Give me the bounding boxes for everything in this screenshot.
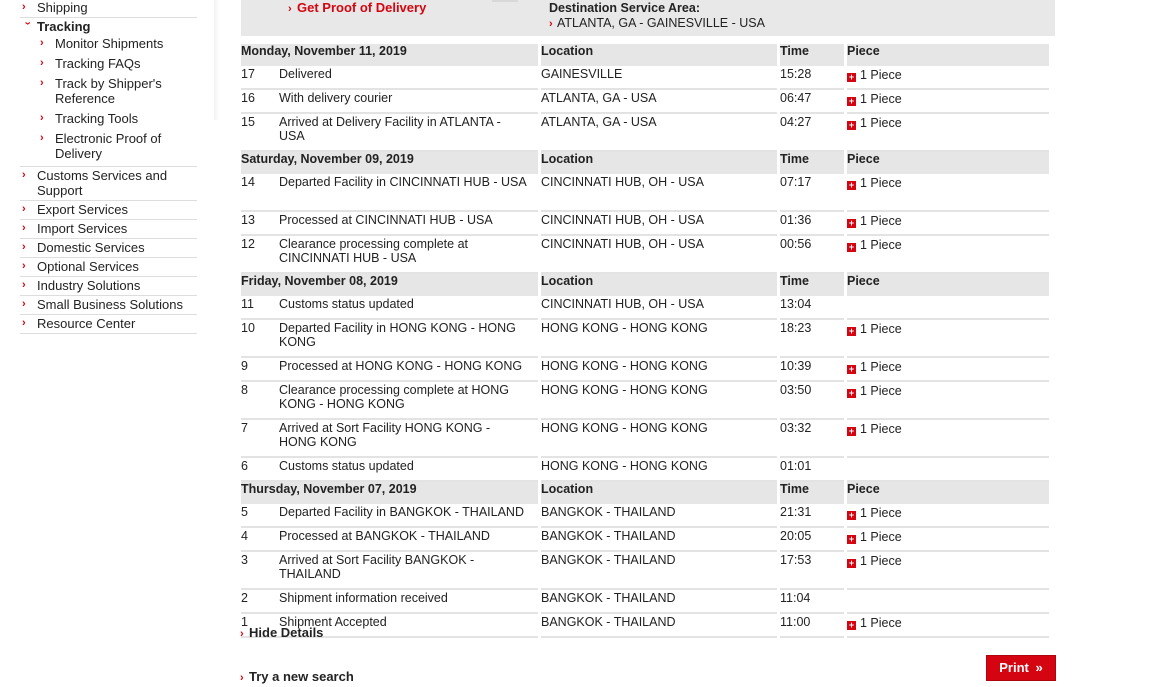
time-cell bbox=[780, 212, 844, 236]
day-date: Thursday, November 07, 2019 bbox=[241, 482, 417, 496]
destination-service-area-value bbox=[549, 16, 765, 30]
event-time: 03:32 bbox=[780, 421, 812, 435]
event-number: 9 bbox=[241, 359, 248, 373]
event-description: Delivered bbox=[279, 67, 332, 81]
chevron-right-icon: › bbox=[240, 628, 244, 640]
piece-cell bbox=[847, 114, 1049, 152]
time-cell bbox=[780, 504, 844, 528]
event-number: 14 bbox=[241, 175, 255, 189]
sidebar-item[interactable] bbox=[20, 0, 197, 18]
plus-box-icon: + bbox=[848, 242, 855, 252]
sidebar-item-label: Optional Services bbox=[37, 259, 139, 274]
piece-label: 1 Piece bbox=[860, 554, 902, 568]
event-number: 15 bbox=[241, 115, 255, 129]
event-location: HONG KONG - HONG KONG bbox=[541, 383, 708, 397]
plus-box-icon: + bbox=[848, 510, 855, 520]
time-cell bbox=[780, 614, 844, 638]
piece-label: 1 Piece bbox=[860, 322, 902, 336]
event-time: 21:31 bbox=[780, 505, 812, 519]
plus-box-icon: + bbox=[848, 96, 855, 106]
table-row bbox=[241, 458, 1049, 482]
event-description: Departed Facility in CINCINNATI HUB - USA bbox=[279, 175, 527, 189]
event-time: 00:56 bbox=[780, 237, 812, 251]
table-row bbox=[241, 66, 1049, 90]
plus-box-icon: + bbox=[848, 620, 855, 630]
sidebar-item[interactable] bbox=[20, 201, 197, 220]
location-header-label: Location bbox=[541, 44, 594, 58]
chevron-right-icon: › bbox=[288, 3, 292, 15]
time-cell bbox=[780, 458, 844, 482]
chevron-right-icon: › bbox=[22, 203, 26, 215]
piece-label: 1 Piece bbox=[860, 176, 902, 190]
event-cell bbox=[241, 382, 538, 420]
piece-cell bbox=[847, 236, 1049, 274]
event-time: 15:28 bbox=[780, 67, 812, 81]
location-header bbox=[541, 274, 777, 296]
event-location: BANGKOK - THAILAND bbox=[541, 529, 676, 543]
event-cell bbox=[241, 66, 538, 90]
table-row bbox=[241, 236, 1049, 274]
time-cell bbox=[780, 66, 844, 90]
piece-link[interactable] bbox=[847, 114, 902, 130]
chevron-right-icon: › bbox=[22, 260, 26, 272]
event-cell bbox=[241, 212, 538, 236]
destination-service-area-title: Destination Service Area: bbox=[549, 1, 700, 15]
event-location: BANGKOK - THAILAND bbox=[541, 505, 676, 519]
event-cell bbox=[241, 420, 538, 458]
sidebar-divider bbox=[214, 0, 220, 120]
event-number: 7 bbox=[241, 421, 248, 435]
piece-cell bbox=[847, 320, 1049, 358]
location-cell bbox=[541, 296, 777, 320]
location-cell bbox=[541, 212, 777, 236]
table-row bbox=[241, 528, 1049, 552]
piece-cell bbox=[847, 528, 1049, 552]
event-description: Departed Facility in HONG KONG - HONG KONG bbox=[279, 321, 516, 349]
sidebar-item[interactable] bbox=[20, 220, 197, 239]
piece-label: 1 Piece bbox=[860, 214, 902, 228]
sidebar-item-label: Domestic Services bbox=[37, 240, 145, 255]
banner-button-edge bbox=[492, 0, 518, 2]
location-cell bbox=[541, 590, 777, 614]
chevron-right-icon: › bbox=[240, 672, 244, 684]
table-row bbox=[241, 90, 1049, 114]
table-row bbox=[241, 504, 1049, 528]
sidebar-subitem-label: Tracking FAQs bbox=[55, 56, 141, 71]
time-cell bbox=[780, 296, 844, 320]
event-description: Shipment Accepted bbox=[279, 615, 387, 629]
piece-link[interactable] bbox=[847, 358, 902, 374]
sidebar-nav bbox=[20, 0, 197, 334]
piece-label: 1 Piece bbox=[860, 92, 902, 106]
plus-box-icon: + bbox=[848, 558, 855, 568]
event-location: HONG KONG - HONG KONG bbox=[541, 421, 708, 435]
piece-link[interactable] bbox=[847, 212, 902, 228]
piece-cell bbox=[847, 90, 1049, 114]
event-number: 12 bbox=[241, 237, 255, 251]
event-time: 11:04 bbox=[780, 591, 811, 605]
event-cell bbox=[241, 590, 538, 614]
chevron-down-icon: › bbox=[21, 21, 34, 26]
time-header bbox=[780, 44, 844, 66]
day-date-cell bbox=[241, 274, 538, 296]
day-header-row bbox=[241, 274, 1049, 296]
piece-cell bbox=[847, 504, 1049, 528]
piece-cell bbox=[847, 458, 1049, 482]
piece-cell bbox=[847, 212, 1049, 236]
time-cell bbox=[780, 236, 844, 274]
time-header bbox=[780, 152, 844, 174]
try-new-search-link[interactable] bbox=[240, 669, 354, 684]
event-cell bbox=[241, 528, 538, 552]
piece-link[interactable] bbox=[847, 90, 902, 106]
table-row bbox=[241, 382, 1049, 420]
event-number: 5 bbox=[241, 505, 248, 519]
event-cell bbox=[241, 296, 538, 320]
event-number: 2 bbox=[241, 591, 248, 605]
location-header-label: Location bbox=[541, 274, 594, 288]
piece-link[interactable] bbox=[847, 174, 902, 190]
table-row bbox=[241, 174, 1049, 212]
plus-box-icon: + bbox=[848, 326, 855, 336]
location-cell bbox=[541, 114, 777, 152]
piece-cell bbox=[847, 614, 1049, 638]
event-cell bbox=[241, 114, 538, 152]
event-description: Arrived at Sort Facility HONG KONG - HONG KONG bbox=[279, 421, 491, 449]
event-time: 17:53 bbox=[780, 553, 812, 567]
chevron-right-icon: › bbox=[40, 37, 44, 49]
chevron-right-icon: › bbox=[22, 222, 26, 234]
chevron-right-icon: › bbox=[22, 169, 26, 181]
chevron-right-icon: › bbox=[40, 132, 44, 144]
time-cell bbox=[780, 552, 844, 590]
chevron-right-icon: › bbox=[22, 241, 26, 253]
event-location: HONG KONG - HONG KONG bbox=[541, 321, 708, 335]
event-time: 07:17 bbox=[780, 175, 812, 189]
event-location: BANGKOK - THAILAND bbox=[541, 591, 676, 605]
print-label: Print bbox=[999, 660, 1029, 675]
event-location: CINCINNATI HUB, OH - USA bbox=[541, 237, 704, 251]
time-cell bbox=[780, 420, 844, 458]
sidebar-item-label: Shipping bbox=[37, 0, 88, 15]
piece-header bbox=[847, 152, 1049, 174]
day-date-cell bbox=[241, 152, 538, 174]
try-new-search-label: Try a new search bbox=[249, 669, 354, 684]
sidebar-subitem[interactable] bbox=[20, 109, 197, 129]
time-cell bbox=[780, 90, 844, 114]
plus-box-icon: + bbox=[848, 388, 855, 398]
event-location: GAINESVILLE bbox=[541, 67, 623, 81]
location-cell bbox=[541, 320, 777, 358]
time-header-label: Time bbox=[780, 44, 809, 58]
piece-link[interactable] bbox=[847, 66, 902, 82]
sidebar-item[interactable] bbox=[20, 315, 197, 334]
time-header-label: Time bbox=[780, 274, 809, 288]
piece-label: 1 Piece bbox=[860, 360, 902, 374]
piece-header bbox=[847, 482, 1049, 504]
event-description: Clearance processing complete at CINCINNATI HUB - USA bbox=[279, 237, 468, 265]
sidebar-item[interactable] bbox=[20, 277, 197, 296]
plus-box-icon: + bbox=[848, 426, 855, 436]
sidebar-item[interactable] bbox=[20, 167, 197, 201]
event-time: 01:36 bbox=[780, 213, 812, 227]
location-cell bbox=[541, 504, 777, 528]
print-button[interactable] bbox=[986, 655, 1056, 681]
event-description: Processed at CINCINNATI HUB - USA bbox=[279, 213, 493, 227]
hide-details-label: Hide Details bbox=[249, 625, 324, 640]
time-cell bbox=[780, 528, 844, 552]
plus-box-icon: + bbox=[848, 218, 855, 228]
event-description: Departed Facility in BANGKOK - THAILAND bbox=[279, 505, 524, 519]
event-number: 1 bbox=[241, 615, 248, 629]
sidebar-item[interactable] bbox=[20, 239, 197, 258]
plus-box-icon: + bbox=[848, 364, 855, 374]
location-cell bbox=[541, 236, 777, 274]
piece-link[interactable] bbox=[847, 504, 902, 520]
sidebar-subitem[interactable] bbox=[20, 129, 197, 164]
event-cell bbox=[241, 358, 538, 382]
time-header bbox=[780, 274, 844, 296]
event-description: With delivery courier bbox=[279, 91, 393, 105]
sidebar-item-label: Import Services bbox=[37, 221, 128, 236]
day-date: Friday, November 08, 2019 bbox=[241, 274, 398, 288]
piece-link[interactable] bbox=[847, 552, 902, 568]
event-location: BANGKOK - THAILAND bbox=[541, 615, 676, 629]
event-time: 03:50 bbox=[780, 383, 812, 397]
event-number: 4 bbox=[241, 529, 248, 543]
event-description: Processed at HONG KONG - HONG KONG bbox=[279, 359, 523, 373]
plus-box-icon: + bbox=[848, 534, 855, 544]
time-cell bbox=[780, 358, 844, 382]
piece-link[interactable] bbox=[847, 236, 902, 252]
piece-label: 1 Piece bbox=[860, 506, 902, 520]
event-number: 3 bbox=[241, 553, 248, 567]
sidebar-item[interactable] bbox=[20, 296, 197, 315]
destination-value-text: ATLANTA, GA - GAINESVILLE - USA bbox=[557, 16, 765, 30]
event-cell bbox=[241, 320, 538, 358]
piece-cell bbox=[847, 552, 1049, 590]
time-header bbox=[780, 482, 844, 504]
table-row bbox=[241, 358, 1049, 382]
event-description: Processed at BANGKOK - THAILAND bbox=[279, 529, 490, 543]
sidebar-item-label: Industry Solutions bbox=[37, 278, 141, 293]
sidebar-item[interactable] bbox=[20, 258, 197, 277]
location-cell bbox=[541, 614, 777, 638]
piece-cell bbox=[847, 358, 1049, 382]
event-location: CINCINNATI HUB, OH - USA bbox=[541, 213, 704, 227]
location-cell bbox=[541, 528, 777, 552]
piece-link[interactable] bbox=[847, 420, 902, 436]
piece-header bbox=[847, 44, 1049, 66]
event-time: 13:04 bbox=[780, 297, 812, 311]
event-number: 10 bbox=[241, 321, 255, 335]
plus-box-icon: + bbox=[848, 72, 855, 82]
table-row bbox=[241, 552, 1049, 590]
piece-label: 1 Piece bbox=[860, 530, 902, 544]
event-cell bbox=[241, 90, 538, 114]
location-cell bbox=[541, 382, 777, 420]
chevron-right-icon: › bbox=[40, 112, 44, 124]
chevron-right-icon: › bbox=[22, 298, 26, 310]
day-header-row bbox=[241, 152, 1049, 174]
event-time: 10:39 bbox=[780, 359, 812, 373]
event-description: Customs status updated bbox=[279, 297, 414, 311]
time-cell bbox=[780, 174, 844, 212]
event-cell bbox=[241, 504, 538, 528]
piece-label: 1 Piece bbox=[860, 384, 902, 398]
piece-label: 1 Piece bbox=[860, 116, 902, 130]
piece-cell bbox=[847, 174, 1049, 212]
double-chevron-icon: » bbox=[1035, 660, 1043, 675]
location-header bbox=[541, 482, 777, 504]
time-header-label: Time bbox=[780, 482, 809, 496]
table-row bbox=[241, 114, 1049, 152]
event-cell bbox=[241, 236, 538, 274]
piece-header bbox=[847, 274, 1049, 296]
event-description: Clearance processing complete at HONG KONG - HONG KONG bbox=[279, 383, 509, 411]
piece-label: 1 Piece bbox=[860, 422, 902, 436]
time-cell bbox=[780, 320, 844, 358]
plus-box-icon: + bbox=[848, 180, 855, 190]
event-description: Customs status updated bbox=[279, 459, 414, 473]
chevron-right-icon: › bbox=[22, 317, 26, 329]
get-proof-of-delivery-link[interactable] bbox=[288, 0, 426, 15]
piece-cell bbox=[847, 296, 1049, 320]
piece-header-label: Piece bbox=[847, 44, 880, 58]
event-location: ATLANTA, GA - USA bbox=[541, 91, 657, 105]
event-location: HONG KONG - HONG KONG bbox=[541, 359, 708, 373]
location-header-label: Location bbox=[541, 152, 594, 166]
time-cell bbox=[780, 114, 844, 152]
location-header bbox=[541, 44, 777, 66]
day-date-cell bbox=[241, 482, 538, 504]
piece-link[interactable] bbox=[847, 614, 902, 630]
location-cell bbox=[541, 420, 777, 458]
event-location: HONG KONG - HONG KONG bbox=[541, 459, 708, 473]
event-description: Arrived at Sort Facility BANGKOK - THAILAND bbox=[279, 553, 475, 581]
event-number: 8 bbox=[241, 383, 248, 397]
piece-header-label: Piece bbox=[847, 482, 880, 496]
piece-cell bbox=[847, 66, 1049, 90]
event-time: 20:05 bbox=[780, 529, 812, 543]
sidebar-item-label: Export Services bbox=[37, 202, 129, 217]
day-header-row bbox=[241, 482, 1049, 504]
piece-label: 1 Piece bbox=[860, 238, 902, 252]
tracking-details-table bbox=[238, 44, 1052, 638]
sidebar-item-label: Tracking bbox=[37, 19, 91, 34]
piece-link[interactable] bbox=[847, 320, 902, 336]
location-header bbox=[541, 152, 777, 174]
location-cell bbox=[541, 174, 777, 212]
day-date: Saturday, November 09, 2019 bbox=[241, 152, 414, 166]
chevron-right-icon: › bbox=[40, 77, 44, 89]
location-cell bbox=[541, 90, 777, 114]
sidebar-subitem-label: Monitor Shipments bbox=[55, 36, 164, 51]
sidebar-item-label: Resource Center bbox=[37, 316, 136, 331]
event-number: 13 bbox=[241, 213, 255, 227]
chevron-right-icon: › bbox=[22, 279, 26, 291]
piece-label: 1 Piece bbox=[860, 68, 902, 82]
piece-label: 1 Piece bbox=[860, 616, 902, 630]
chevron-right-icon: › bbox=[40, 57, 44, 69]
piece-link[interactable] bbox=[847, 528, 902, 544]
event-description: Shipment information received bbox=[279, 591, 448, 605]
day-header-row bbox=[241, 44, 1049, 66]
event-number: 17 bbox=[241, 67, 255, 81]
event-time: 11:00 bbox=[780, 615, 811, 629]
chevron-right-icon: › bbox=[22, 1, 26, 13]
piece-cell bbox=[847, 590, 1049, 614]
event-cell bbox=[241, 458, 538, 482]
table-row bbox=[241, 296, 1049, 320]
event-location: CINCINNATI HUB, OH - USA bbox=[541, 175, 704, 189]
pod-link-label: Get Proof of Delivery bbox=[297, 0, 427, 15]
location-cell bbox=[541, 358, 777, 382]
event-time: 01:01 bbox=[780, 459, 812, 473]
event-number: 16 bbox=[241, 91, 255, 105]
location-cell bbox=[541, 66, 777, 90]
event-location: ATLANTA, GA - USA bbox=[541, 115, 657, 129]
event-location: BANGKOK - THAILAND bbox=[541, 553, 676, 567]
event-number: 6 bbox=[241, 459, 248, 473]
event-cell bbox=[241, 552, 538, 590]
location-cell bbox=[541, 458, 777, 482]
piece-header-label: Piece bbox=[847, 274, 880, 288]
sidebar-subitem[interactable] bbox=[20, 74, 197, 109]
sidebar-item-label: Customs Services and Support bbox=[37, 168, 168, 198]
chevron-right-icon: › bbox=[549, 18, 553, 30]
event-cell bbox=[241, 174, 538, 212]
sidebar-subitem[interactable] bbox=[20, 54, 197, 74]
plus-box-icon: + bbox=[848, 120, 855, 130]
day-date: Monday, November 11, 2019 bbox=[241, 44, 407, 58]
location-header-label: Location bbox=[541, 482, 594, 496]
piece-cell bbox=[847, 382, 1049, 420]
sidebar-item-label: Small Business Solutions bbox=[37, 297, 183, 312]
event-location: CINCINNATI HUB, OH - USA bbox=[541, 297, 704, 311]
sidebar-subitem-label: Tracking Tools bbox=[55, 111, 139, 126]
time-cell bbox=[780, 382, 844, 420]
event-time: 18:23 bbox=[780, 321, 812, 335]
table-row bbox=[241, 590, 1049, 614]
day-date-cell bbox=[241, 44, 538, 66]
time-cell bbox=[780, 590, 844, 614]
event-time: 04:27 bbox=[780, 115, 812, 129]
sidebar-subitem-label: Electronic Proof of Delivery bbox=[55, 131, 162, 161]
sidebar-subitem-label: Track by Shipper's Reference bbox=[55, 76, 162, 106]
event-number: 11 bbox=[241, 297, 254, 311]
piece-cell bbox=[847, 420, 1049, 458]
sidebar-item[interactable] bbox=[20, 18, 197, 167]
table-row bbox=[241, 420, 1049, 458]
hide-details-link[interactable] bbox=[240, 625, 323, 640]
table-row bbox=[241, 614, 1049, 638]
table-row bbox=[241, 212, 1049, 236]
table-row bbox=[241, 320, 1049, 358]
piece-header-label: Piece bbox=[847, 152, 880, 166]
event-time: 06:47 bbox=[780, 91, 812, 105]
piece-link[interactable] bbox=[847, 382, 902, 398]
event-description: Arrived at Delivery Facility in ATLANTA - USA bbox=[279, 115, 501, 143]
time-header-label: Time bbox=[780, 152, 809, 166]
sidebar-subitem[interactable] bbox=[20, 34, 197, 54]
location-cell bbox=[541, 552, 777, 590]
